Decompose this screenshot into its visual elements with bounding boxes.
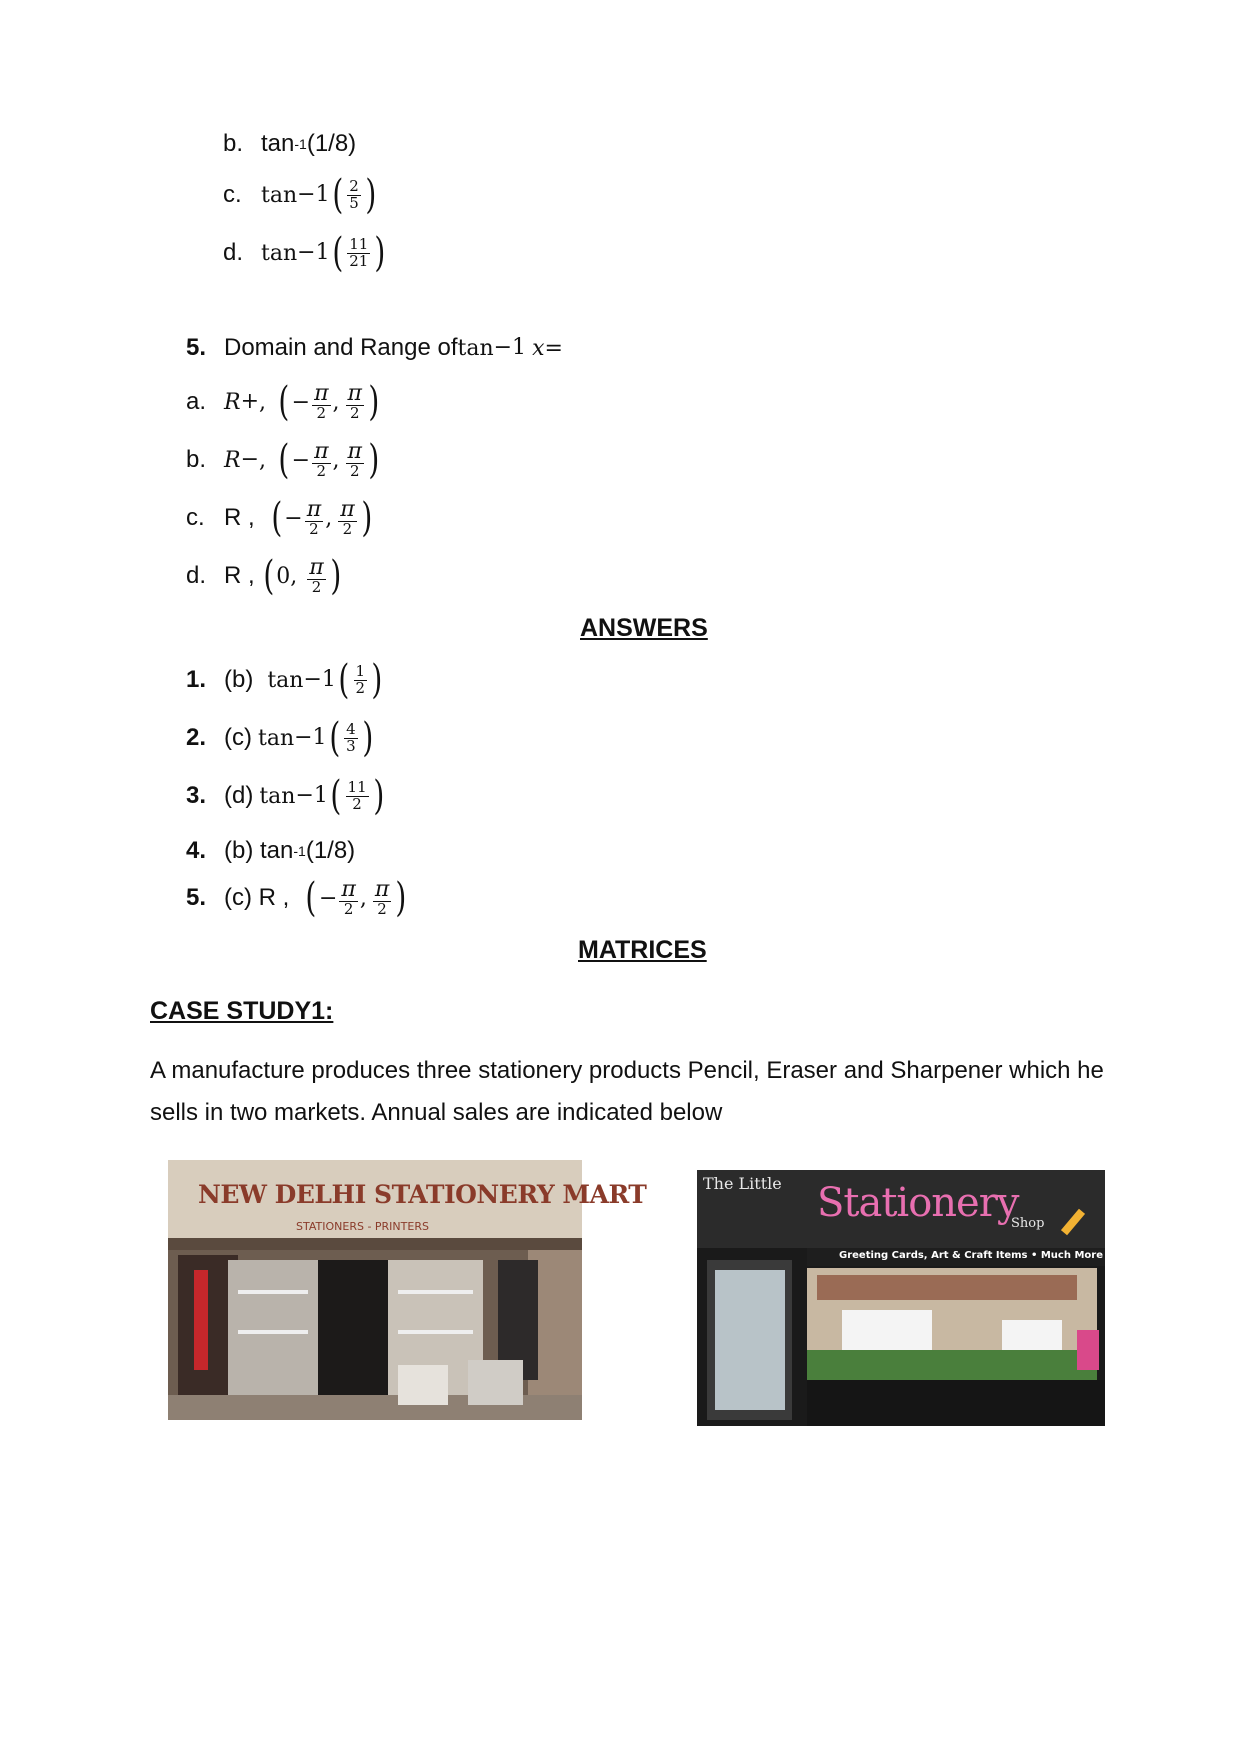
fraction: $\frac{2}{5}$ bbox=[349, 176, 359, 212]
answer-2: 2. (c) tan −1 ( $\frac{4}{3}$ ) bbox=[186, 715, 373, 761]
q4-option-d: d. tan −1 ( $\frac{11}{21}$ ) bbox=[223, 230, 386, 276]
case-study-heading: CASE STUDY1: bbox=[150, 997, 334, 1025]
domain: R bbox=[224, 447, 241, 473]
fraction: $\frac{11}{21}$ bbox=[349, 234, 369, 270]
shop-band-text: Greeting Cards, Art & Craft Items • Much More bbox=[839, 1250, 1103, 1261]
answer-choice: (b) bbox=[224, 666, 254, 693]
open-paren: ( bbox=[263, 553, 274, 599]
shop-sign-big: Stationery bbox=[817, 1180, 1019, 1226]
tan-text: tan bbox=[261, 130, 295, 157]
domain: R , bbox=[224, 504, 255, 531]
close-paren: ) bbox=[360, 495, 372, 541]
answer-number: 3. bbox=[186, 782, 207, 809]
answer-choice: (c) bbox=[224, 724, 252, 751]
option-label: b. bbox=[223, 130, 244, 157]
close-paren: ) bbox=[368, 379, 380, 425]
store-sign-text: NEW DELHI STATIONERY MART bbox=[198, 1180, 647, 1209]
q5-option-a: a. R + , ( − $\frac{\pi}{2}$ , $\frac{\pi}{2}$ ) bbox=[186, 379, 380, 425]
close-paren: ) bbox=[374, 230, 386, 276]
answer-choice: (d) bbox=[224, 782, 254, 809]
equals: = bbox=[544, 335, 563, 361]
option-tail: (1/8) bbox=[306, 130, 357, 157]
answer-number: 4. bbox=[186, 837, 207, 864]
variable-x: x bbox=[532, 335, 545, 361]
answer-4: 4. (b) tan -1 (1/8) bbox=[186, 837, 356, 864]
open-paren: ( bbox=[278, 379, 290, 425]
store-subsign-text: STATIONERS - PRINTERS bbox=[296, 1220, 429, 1233]
tan-fn: tan bbox=[261, 182, 298, 208]
domain: R , bbox=[224, 562, 255, 589]
matrices-heading: MATRICES bbox=[578, 936, 707, 964]
question-number: 5. bbox=[186, 334, 207, 361]
q5-stem: 5. Domain and Range of tan −1 x = bbox=[186, 334, 563, 361]
option-label: d. bbox=[186, 562, 207, 589]
shop-sign-shop: Shop bbox=[1011, 1216, 1045, 1231]
option-label: a. bbox=[186, 388, 207, 415]
question-text: Domain and Range of bbox=[224, 334, 458, 361]
answer-3: 3. (d) tan −1 ( $\frac{11}{2}$ ) bbox=[186, 773, 384, 819]
answers-heading: ANSWERS bbox=[580, 614, 708, 642]
open-paren: ( bbox=[331, 172, 343, 218]
answer-5: 5. (c) R , ( − $\frac{\pi}{2}$ , $\frac{\pi}{2}$ ) bbox=[186, 875, 407, 921]
little-stationery-shop-photo bbox=[697, 1170, 1105, 1426]
option-label: d. bbox=[223, 239, 244, 266]
case-study-paragraph: A manufacture produces three stationery products Pencil, Eraser and Sharpener which he sells in two markets. Annual sales are indicated below bbox=[150, 1057, 1104, 1126]
option-label: c. bbox=[223, 181, 242, 208]
domain: R bbox=[224, 389, 241, 415]
q5-option-d: d. R , ( 0 , $\frac{\pi}{2}$ ) bbox=[186, 553, 342, 599]
option-label: c. bbox=[186, 504, 205, 531]
answer-number: 2. bbox=[186, 724, 207, 751]
answer-choice: (b) tan bbox=[224, 837, 294, 864]
open-paren: ( bbox=[278, 437, 290, 483]
stationery-mart-photo bbox=[168, 1160, 647, 1420]
tan-fn: tan bbox=[457, 335, 494, 361]
q4-option-b: b. tan -1 (1/8) bbox=[223, 130, 357, 157]
open-paren: ( bbox=[271, 495, 282, 541]
q5-option-c: c. R , ( − $\frac{\pi}{2}$ , $\frac{\pi}{2}$ ) bbox=[186, 495, 372, 541]
close-paren: ) bbox=[368, 437, 380, 483]
answer-1: 1. (b) tan −1 ( $\frac{1}{2}$ ) bbox=[186, 657, 383, 703]
answer-number: 1. bbox=[186, 666, 207, 693]
shop-sign-small: The Little bbox=[703, 1174, 782, 1193]
answer-choice: (c) R , bbox=[224, 884, 290, 911]
option-label: b. bbox=[186, 446, 207, 473]
close-paren: ) bbox=[365, 172, 377, 218]
answer-number: 5. bbox=[186, 884, 207, 911]
q4-option-c: c. tan −1 ( $\frac{2}{5}$ ) bbox=[223, 172, 377, 218]
close-paren: ) bbox=[330, 553, 342, 599]
q5-option-b: b. R − , ( − $\frac{\pi}{2}$ , $\frac{\pi}{2}$ ) bbox=[186, 437, 380, 483]
open-paren: ( bbox=[331, 230, 343, 276]
tan-fn: tan bbox=[261, 240, 298, 266]
